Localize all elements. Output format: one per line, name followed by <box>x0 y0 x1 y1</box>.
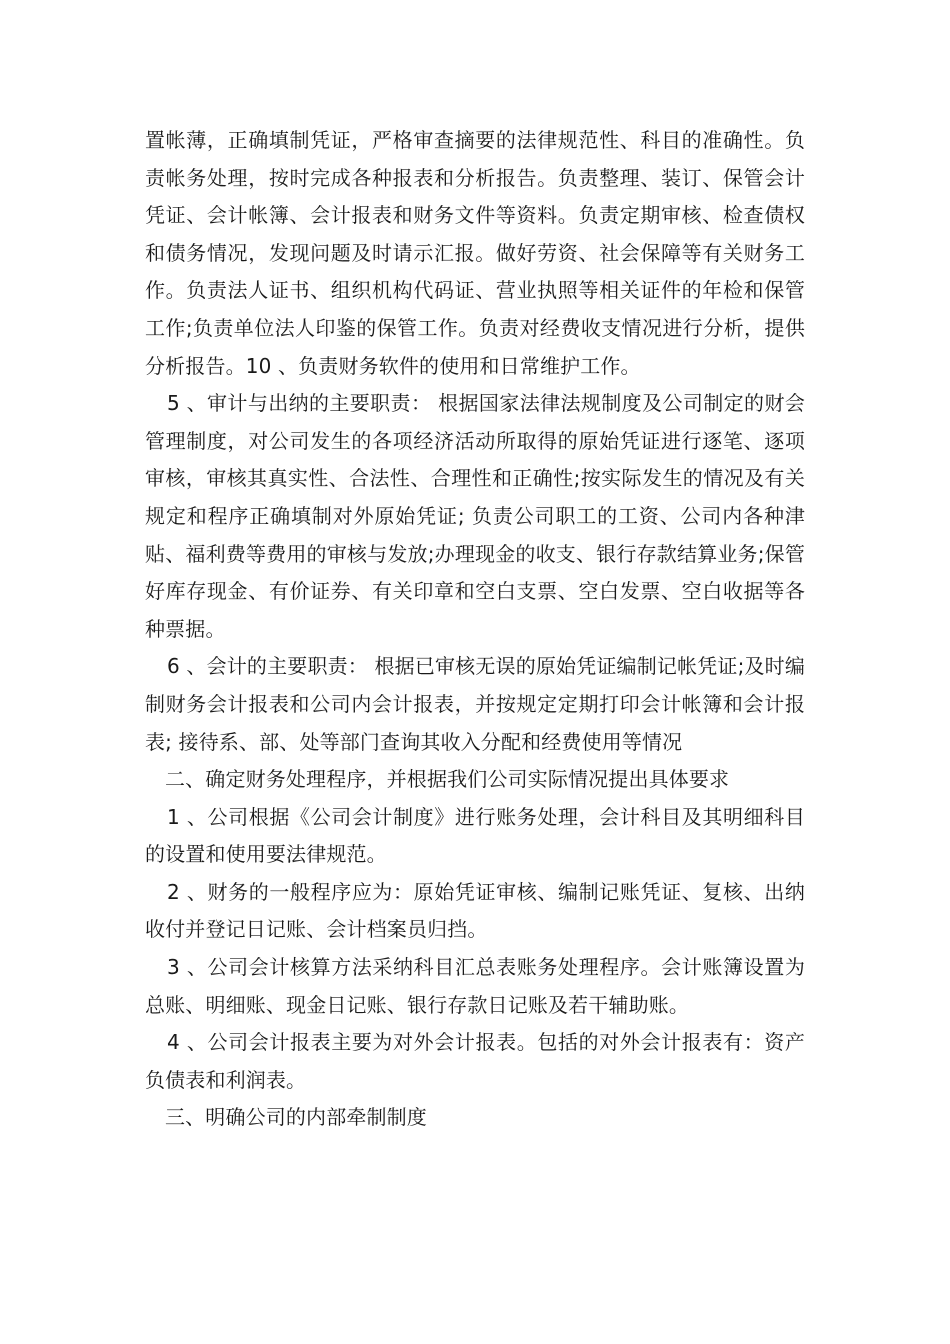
paragraph-procedure-2: 2 、财务的一般程序应为：原始凭证审核、编制记账凭证、复核、出纳收付并登记日记账、会计档案员归挡。 <box>145 879 805 942</box>
paragraph-duties-continued: 置帐薄，正确填制凭证，严格审查摘要的法律规范性、科目的准确性。负责帐务处理，按时完成各种报表和分析报告。负责整理、装订、保管会计凭证、会计帐簿、会计报表和财务文件等资料。负责定期审核、检查债权和债务情况，发现问题及时请示汇报。做好劳资、社会保障等有关财务工作。负责法人证书、组织机构代码证、营业执照等相关证件的年检和保管工作;负责单位法人印鉴的保管工作。负责对经费收支情况进行分析，提供分析报告。10 、负责财务软件的使用和日常维护工作。 <box>145 128 805 378</box>
section-heading-internal-control: 三、明确公司的内部牵制制度 <box>165 1105 427 1130</box>
paragraph-procedure-1: 1 、公司根据《公司会计制度》进行账务处理，会计科目及其明细科目的设置和使用要法律规范。 <box>145 804 805 867</box>
paragraph-procedure-4: 4 、公司会计报表主要为对外会计报表。包括的对外会计报表有：资产负债表和利润表。 <box>145 1030 805 1092</box>
paragraph-audit-cashier-duties: 5 、审计与出纳的主要职责： 根据国家法律法规制度及公司制定的财会管理制度，对公司发生的各项经济活动所取得的原始凭证进行逐笔、逐项审核，审核其真实性、合法性、合理性和正确性;按实际发生的情况及有关规定和程序正确填制对外原始凭证; 负责公司职工的工资、公司内各种津贴、福利费等费用的审核与发放;办理现金的收支、银行存款结算业务;保管好库存现金、有价证券、有关印章和空白支票、空白发票、空白收据等各种票据。 <box>145 391 805 641</box>
document-body <box>145 122 805 1137</box>
section-heading-procedures: 二、确定财务处理程序，并根据我们公司实际情况提出具体要求 <box>165 767 730 792</box>
paragraph-accountant-duties: 6 、会计的主要职责： 根据已审核无误的原始凭证编制记帐凭证;及时编制财务会计报表和公司内会计报表，并按规定定期打印会计帐簿和会计报表; 接待系、部、处等部门查询其收入分配和经费使用等情况 <box>145 654 805 754</box>
paragraph-procedure-3: 3 、公司会计核算方法采纳科目汇总表账务处理程序。会计账簿设置为总账、明细账、现金日记账、银行存款日记账及若干辅助账。 <box>145 955 805 1017</box>
